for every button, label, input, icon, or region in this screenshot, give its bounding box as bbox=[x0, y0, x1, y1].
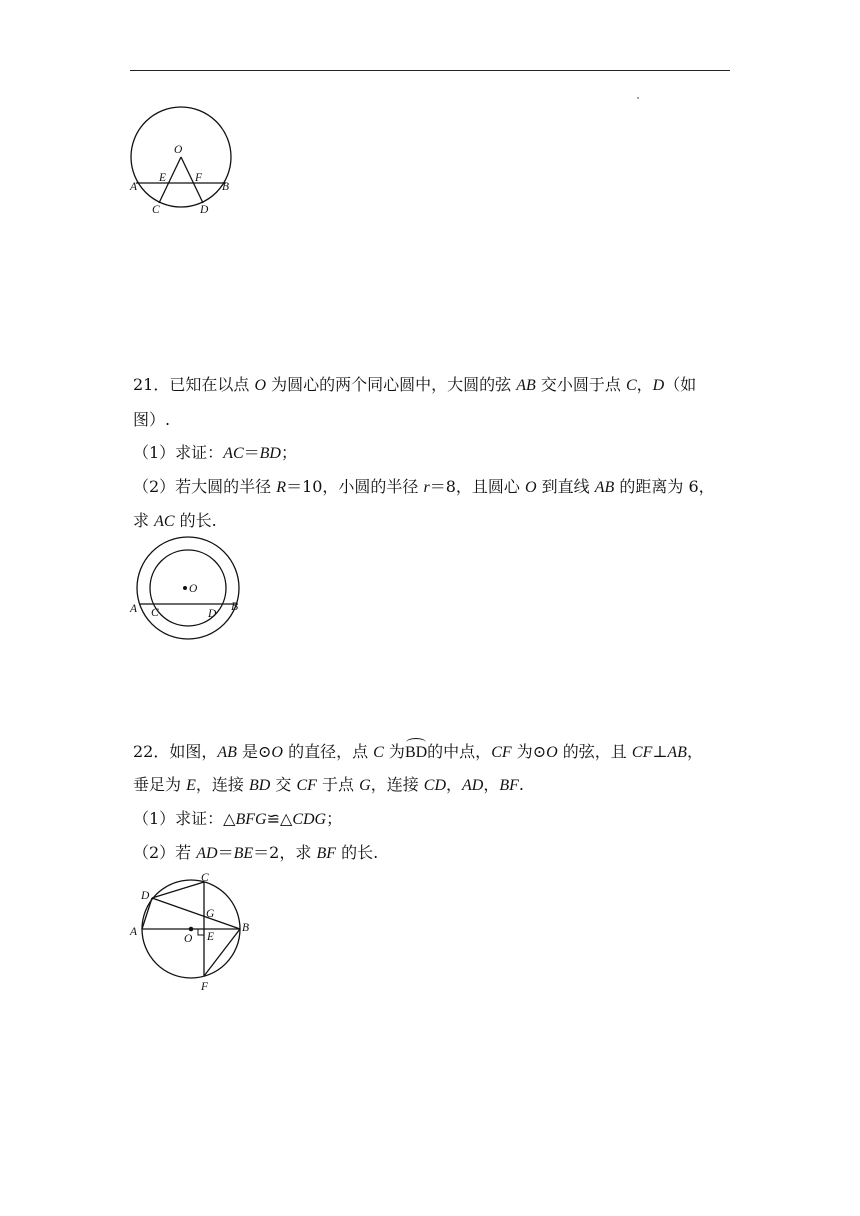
fig20-label-c: C bbox=[152, 204, 160, 216]
fig21-label-o: O bbox=[189, 583, 198, 595]
fig21-large-circle bbox=[137, 537, 239, 639]
fig20-label-e: E bbox=[159, 172, 167, 184]
figure-21-concentric-circles bbox=[120, 535, 250, 645]
fig21-label-a: A bbox=[130, 603, 138, 615]
fig22-chord-bd bbox=[152, 898, 240, 929]
fig22-label-e: E bbox=[207, 931, 215, 943]
fig20-label-o: O bbox=[174, 144, 183, 156]
figure-20-circle-diagram bbox=[120, 95, 245, 220]
header-rule bbox=[130, 70, 730, 71]
fig21-center-point bbox=[183, 586, 187, 590]
q21-line-2: 图）. bbox=[133, 410, 171, 429]
fig20-label-d: D bbox=[200, 204, 209, 216]
q21-line-1: 21．已知在以点 O 为圆心的两个同心圆中，大圆的弦 AB 交小圆于点 C，D（如 bbox=[133, 375, 697, 394]
q21-part-1: （1）求证：AC＝BD； bbox=[133, 443, 297, 462]
fig21-label-c: C bbox=[151, 607, 159, 619]
fig21-label-d: D bbox=[208, 608, 217, 620]
q22-line-1: 22．如图，AB 是⊙O 的直径，点 C 为BD的中点，CF 为⊙O 的弦，且 CF⊥AB， bbox=[133, 742, 703, 761]
fig20-label-f: F bbox=[195, 172, 203, 184]
fig22-label-a: A bbox=[130, 926, 138, 938]
q21-line-5: 求 AC 的长. bbox=[133, 511, 217, 530]
stray-dot bbox=[637, 97, 639, 99]
fig22-label-f: F bbox=[201, 981, 209, 993]
fig22-label-c: C bbox=[201, 872, 209, 884]
figure-22-circle-diagram bbox=[120, 865, 260, 995]
fig22-center-point bbox=[189, 927, 194, 932]
fig22-label-b: B bbox=[242, 922, 250, 934]
q22-line-2: 垂足为 E，连接 BD 交 CF 于点 G，连接 CD，AD，BF. bbox=[133, 775, 525, 794]
fig22-label-d: D bbox=[141, 890, 150, 902]
fig20-label-b: B bbox=[222, 181, 230, 193]
fig22-right-angle-mark bbox=[198, 929, 204, 935]
fig20-label-a: A bbox=[130, 181, 138, 193]
fig22-segment-dc bbox=[152, 882, 204, 898]
q22-part-1: （1）求证：△BFG≌△CDG； bbox=[133, 809, 343, 828]
q22-part-2: （2）若 AD＝BE＝2，求 BF 的长. bbox=[133, 843, 379, 862]
arc-bd: BD bbox=[404, 744, 428, 761]
fig21-label-b: B bbox=[231, 601, 239, 613]
q21-part-2: （2）若大圆的半径 R＝10，小圆的半径 r＝8，且圆心 O 到直线 AB 的距离为 6， bbox=[133, 477, 715, 496]
fig22-segment-ad bbox=[142, 898, 152, 929]
fig22-label-o: O bbox=[184, 933, 193, 945]
fig22-label-g: G bbox=[206, 908, 215, 920]
